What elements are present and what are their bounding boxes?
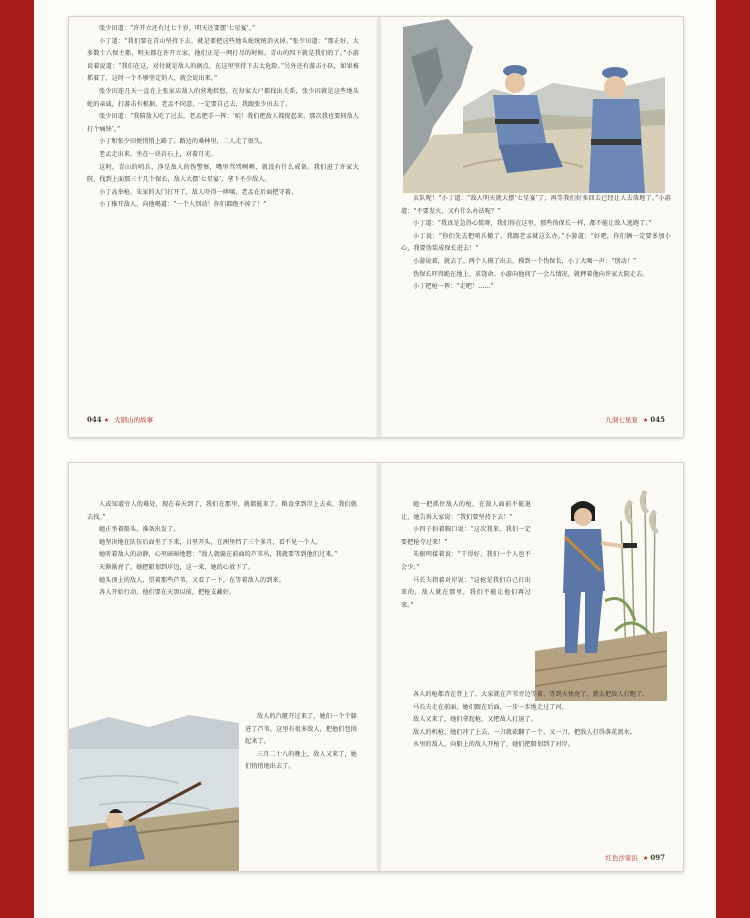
paragraph: 马长夫指着对岸说：“这枪是我们自己打出来的，敌人就在那里，我们不能让他们再过来。” bbox=[401, 576, 531, 609]
paragraph: 张少田道：“许开立还有过七十岁，明天还要摆‘七星宴’。” bbox=[99, 25, 256, 32]
paragraph: 这时，青山的哨兵，净是敌人的伪警察，嘴里骂骂咧咧，就没有什么戒备。我们进了许家大院，找到上面那三十几个保长，敌人大摆‘七星宴’，拿下不少敌人。 bbox=[87, 163, 359, 184]
page-045 bbox=[383, 17, 683, 437]
paragraph: 她正坐着船头，准备出发了。 bbox=[99, 526, 180, 534]
page-045-text bbox=[401, 193, 671, 294]
paragraph: 小丁说：“你们先去把哨兵撤了，我跟老孟就这么办。”小游道：“好吧，你们俩一定要多加小心，我要伪装成保长进去！” bbox=[401, 232, 671, 253]
soldier-with-pistol-illustration bbox=[535, 481, 667, 701]
paragraph: 小游说着，就去了。两个人摸了出去，摸到一个伪保长，小丁大喝一声：“别动！” bbox=[413, 257, 637, 265]
paragraph: 她坚决地在队伍后面坐了下来，日里开头，在洲里挡了三个多月，看不见一个人。 bbox=[99, 538, 322, 546]
soldiers-illustration bbox=[403, 17, 665, 193]
paragraph: 衣队呢！”小丁道：“敌人明天就大摆‘七星宴’了，再等我们好多回去已经让人去落地了。”小游道：“不要发火，又有什么办法呢？” bbox=[401, 195, 671, 215]
page-097 bbox=[383, 463, 683, 871]
paragraph: 她头顶上的敌人，望着那些芦苇，又看了一下，在等着敌人的到来。 bbox=[99, 576, 285, 584]
paragraph: 人或知道穷人的难处，现在春天到了，我们在那里，就都能来了。粮食拿到岸上去卖，我们就去找。” bbox=[87, 501, 357, 521]
paragraph: 小丁和张少田便悄悄上路了。路边的桑林里，二人走了很久。 bbox=[99, 138, 267, 146]
page-096-text bbox=[87, 499, 357, 600]
paragraph: 各人开始行动，他们要在天黑以前，把枪支藏好。 bbox=[99, 589, 236, 597]
running-title: 大钢山的故事 bbox=[114, 416, 154, 424]
paragraph: 小丁高举枪，朱家的大门打开了，敌人吓得一哆嗦，老孟在后面把守着。 bbox=[99, 188, 298, 196]
paragraph: 小丁道：“我真是急得心慌呀，我们得在这里，那些伪保长一样，都不能让敌人逃跑了。” bbox=[413, 220, 652, 228]
page-number: 044 bbox=[87, 415, 102, 424]
page-044-text bbox=[87, 23, 359, 212]
paragraph: 伪保长吓得跪在地上，求饶命。小游向他问了一会儿情况，就押着他向许家大院走去。 bbox=[413, 270, 649, 278]
paragraph: 张少田道：“我陪敌人吃了过去，老孟把手一挥：‘咱！我们把敌人都捉起来，那次我也要同敌人打个痛快’。” bbox=[87, 113, 359, 133]
page-096 bbox=[69, 463, 375, 871]
paragraph: 小丁推开敌人，向他喝道：“一个人别动！你们都跑不掉了！” bbox=[99, 201, 267, 209]
folio-044 bbox=[87, 415, 156, 424]
woman-with-rifle-illustration bbox=[69, 709, 239, 871]
page-number: 045 bbox=[650, 415, 665, 424]
page-number: 097 bbox=[650, 853, 665, 862]
spine-shadow bbox=[375, 17, 383, 437]
paragraph: 老孟走出来，坐在一块岩石上，对着月光。 bbox=[99, 150, 217, 158]
book-spread-top bbox=[68, 16, 684, 438]
page-096-text-side bbox=[245, 711, 357, 774]
book-spread-bottom bbox=[68, 462, 684, 872]
folio-045 bbox=[602, 415, 665, 424]
paragraph: 她一把抓住敌人的枪，在敌人面前不能退让，她告诉大家说：“我们要坚持下去！” bbox=[401, 501, 531, 521]
running-title: 九洞七星宴 bbox=[605, 416, 638, 424]
paragraph: 天渐渐亮了，她把船划到岸边，这一来，她的心放下了。 bbox=[99, 563, 254, 571]
paragraph: 小四子拍着胸口说：“这次我来，我们一定要把枪夺过来！” bbox=[401, 526, 531, 546]
star-icon: ★ bbox=[642, 855, 649, 862]
paragraph: 敌人又来了，她们拿起枪，又把敌人打退了。 bbox=[413, 716, 537, 724]
paragraph: 朱振明接着说：“干得好，我们一个人也不会少。” bbox=[401, 551, 531, 571]
folio-097 bbox=[602, 853, 665, 862]
paragraph: 敌人的机枪，她们冲了上去，一刀就砍翻了一个，又一刀，把敌人打得落花流水。 bbox=[413, 728, 636, 736]
paragraph: 张少田连几天一直在上张家店敌人的营地转悠，在每家大户都找出关系，张少田就是这些地头蛇的亲戚，打游击有根据，老孟不同意，一定要自己去，我跟张少田去了。 bbox=[87, 87, 359, 108]
spine-shadow bbox=[375, 463, 383, 871]
paragraph: 各人的枪都背在背上了，大家就在芦苇旁边等着，等到天快亮了，就去把敌人打跑了。 bbox=[413, 691, 649, 698]
page-097-text bbox=[401, 689, 671, 752]
paragraph: 小丁道：“我们要在青山坚持下去，就是要把这些地头蛇统统消灭掉。”张少田道：“那正好，大多数十八保主都，明天都在许开立家，他们正是一网打尽的时候。青山的四下就是我们的了。”小游说着说道：“我们在这，对付就是敌人的据点，在这里坚持下去太危险。”另外还有游击小队，如果被抓着了，这时一个不够坚定的人，就会说出来。” bbox=[87, 37, 359, 83]
paragraph: 马长夫走在前面，她们跟在后面，一步一步地走过了河。 bbox=[413, 703, 568, 711]
paragraph: 小丁把枪一挥：“走吧！……” bbox=[413, 283, 494, 291]
paragraph: 敌人的汽艇开过来了，她们一个个躲进了芦苇，这里有很多敌人，把他们包围起来了。 bbox=[245, 713, 357, 746]
star-icon: ★ bbox=[642, 417, 649, 424]
paragraph: 她听着敌人的动静，心里暗暗地想：“敌人就躲在前面的芦苇丛，我就要等到他们过来。” bbox=[99, 551, 338, 559]
paragraph: 三月二十八的晚上，敌人又来了，她们悄悄地出去了。 bbox=[245, 750, 357, 771]
star-icon: ★ bbox=[103, 417, 110, 424]
running-title: 红色沙家浜 bbox=[605, 854, 638, 862]
page-044 bbox=[69, 17, 375, 437]
paragraph: 水里的敌人，向船上的敌人开枪了，她们把船划到了对岸。 bbox=[413, 741, 575, 749]
page-097-text-side bbox=[401, 499, 531, 612]
